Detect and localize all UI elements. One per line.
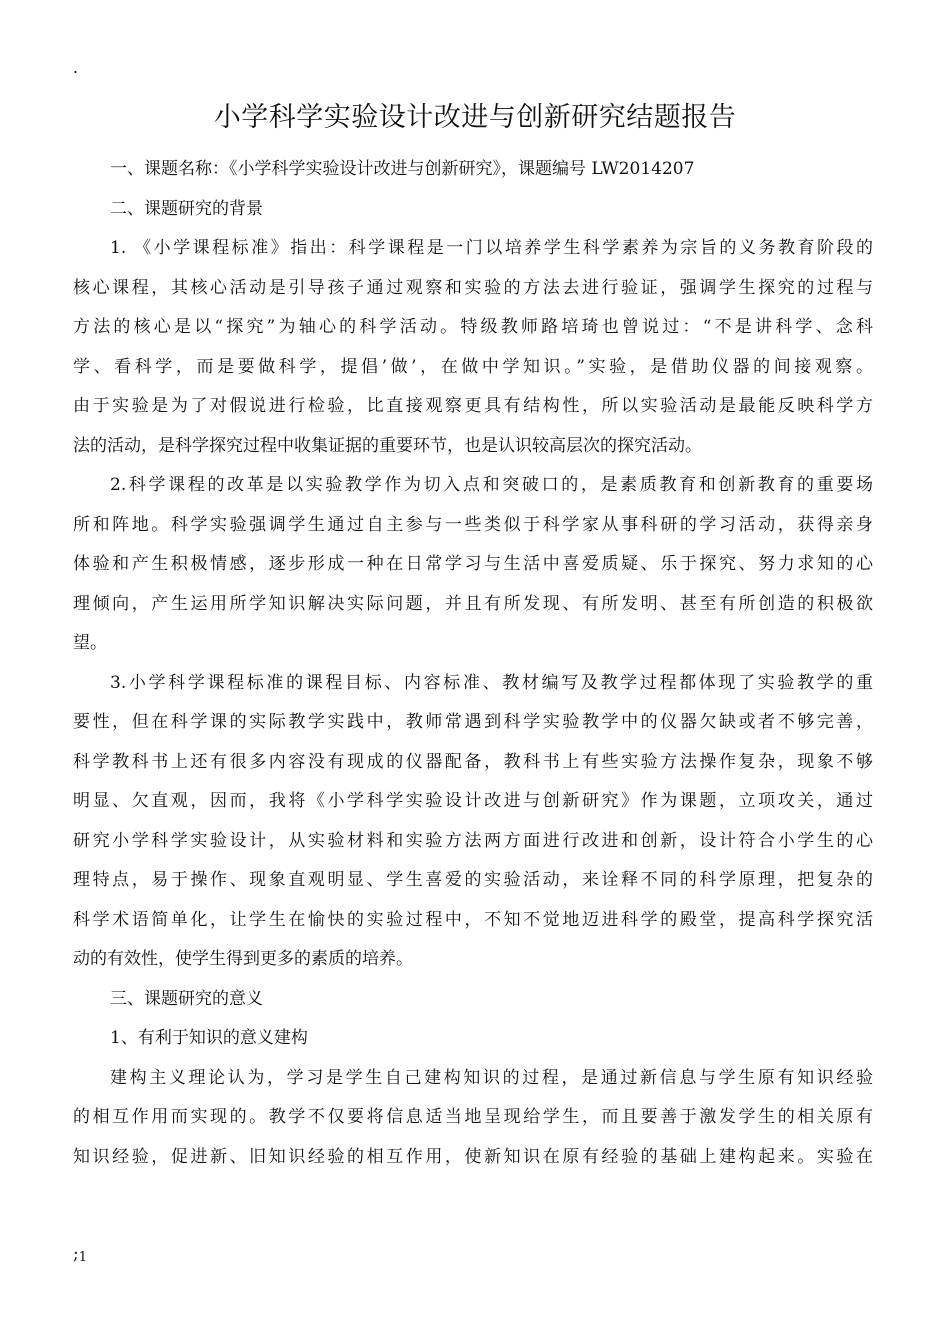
paragraph-line: 3.小学科学课程标准的课程目标、内容标准、教材编写及教学过程都体现了实验教学的重 bbox=[110, 672, 873, 693]
paragraph-line: 动的有效性，使学生得到更多的素质的培养。 bbox=[73, 949, 413, 969]
paragraph-line: 方法的核心是以“探究”为轴心的科学活动。特级教师路培琦也曾说过：“不是讲科学、念科 bbox=[73, 317, 873, 337]
page-number: 1 bbox=[78, 1250, 88, 1265]
paragraph-line: 体验和产生积极情感，逐步形成一种在日常学习与生活中喜爱质疑、乐于探究、努力求知的心 bbox=[73, 554, 873, 574]
paragraph-line: 由于实验是为了对假说进行检验，比直接观察更具有结构性，所以实验活动是最能反映科学方 bbox=[73, 396, 873, 416]
paragraph-line: 研究小学科学实验设计，从实验材料和实验方法两方面进行改进和创新，设计符合小学生的心 bbox=[73, 830, 873, 851]
subsection-heading: 1、有利于知识的意义建构 bbox=[110, 1028, 308, 1048]
section-heading-significance: 三、课题研究的意义 bbox=[110, 988, 263, 1009]
section-heading-topic: 一、课题名称：《小学科学实验设计改进与创新研究》，课题编号 LW2014207 bbox=[110, 159, 695, 179]
paragraph-line: 所和阵地。科学实验强调学生通过自主参与一些类似于科学家从事科研的学习活动，获得亲身 bbox=[73, 514, 873, 535]
body-text bbox=[73, 150, 873, 1177]
page-title: 小学科学实验设计改进与创新研究结题报告 bbox=[213, 102, 737, 133]
paragraph-line: 科学教科书上还有很多内容没有现成的仪器配备，教科书上有些实验方法操作复杂，现象不够 bbox=[73, 751, 873, 772]
paragraph-line: 理特点，易于操作、现象直观明显、学生喜爱的实验活动，来诠释不同的科学原理，把复杂的 bbox=[73, 870, 873, 890]
paragraph-line: 2.科学课程的改革是以实验教学作为切入点和突破口的，是素质教育和创新教育的重要场 bbox=[110, 475, 873, 495]
paragraph-line: 知识经验，促进新、旧知识经验的相互作用，使新知识在原有经验的基础上建构起来。实验在 bbox=[73, 1146, 873, 1167]
page-footer bbox=[73, 1242, 87, 1270]
footer-mark: ; bbox=[73, 1244, 79, 1264]
paragraph-line: 建构主义理论认为，学习是学生自己建构知识的过程，是通过新信息与学生原有知识经验 bbox=[110, 1067, 873, 1088]
paragraph-line: 法的活动，是科学探究过程中收集证据的重要环节，也是认识较高层次的探究活动。 bbox=[73, 435, 702, 456]
paragraph-line: 的相互作用而实现的。教学不仅要将信息适当地呈现给学生，而且要善于激发学生的相关原有 bbox=[73, 1107, 873, 1127]
header-mark: . bbox=[73, 58, 79, 77]
paragraph-line: 1. 《小学课程标准》指出：科学课程是一门以培养学生科学素养为宗旨的义务教育阶段的 bbox=[110, 238, 873, 258]
paragraph-line: 要性，但在科学课的实际教学实践中，教师常遇到科学实验教学中的仪器欠缺或者不够完善， bbox=[73, 712, 873, 732]
paragraph-line: 理倾向，产生运用所学知识解决实际问题，并且有所发现、有所发明、甚至有所创造的积极欲 bbox=[73, 593, 873, 614]
paragraph-line: 望。 bbox=[73, 633, 107, 653]
paragraph-line: 明显、欠直观，因而，我将《小学科学实验设计改进与创新研究》作为课题，立项攻关，通过 bbox=[73, 791, 873, 811]
paragraph-line: 学、看科学，而是要做科学，提倡’做’，在做中学知识。”实验，是借助仪器的间接观察。 bbox=[73, 356, 873, 377]
section-heading-background: 二、课题研究的背景 bbox=[110, 198, 263, 219]
paragraph-line: 科学术语简单化，让学生在愉快的实验过程中，不知不觉地迈进科学的殿堂，提高科学探究活 bbox=[73, 909, 873, 930]
paragraph-line: 核心课程，其核心活动是引导孩子通过观察和实验的方法去进行验证，强调学生探究的过程与 bbox=[73, 277, 873, 298]
